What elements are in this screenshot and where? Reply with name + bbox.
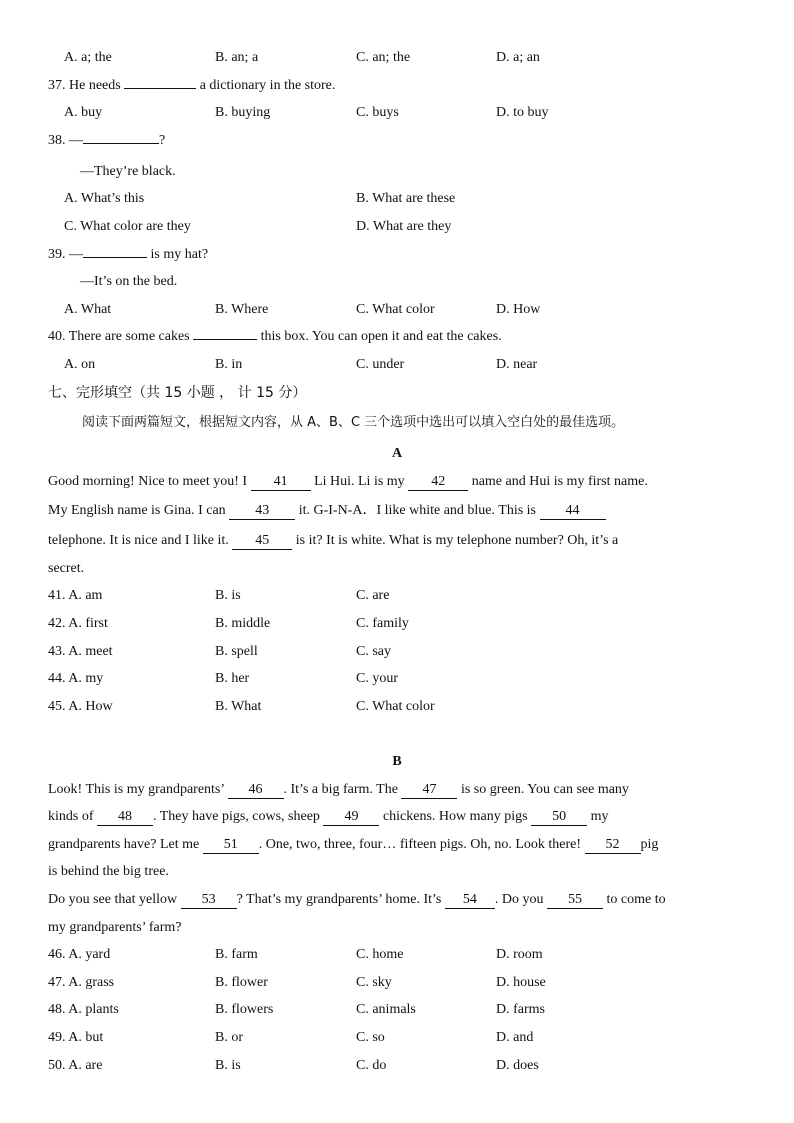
passage-b-line-5 [48,890,748,910]
q49-option-d: D. and [496,1030,534,1045]
q39-stem [48,245,208,265]
passage-a-text: is it? It is white. What is my telephone number? Oh, it’s a [295,533,619,548]
q47-option-b: B. flower [215,975,268,990]
q39-option-c: C. What color [356,302,435,317]
q39-reply: —It’s on the bed. [80,274,178,289]
q46-option-d: D. room [496,947,543,962]
q37-stem-suffix: a dictionary in the store. [199,78,336,93]
q45-option-b: B. What [215,699,262,714]
passage-b-text: my [590,809,609,824]
q50-option-a: 50. A. are [48,1058,103,1073]
q37-option-a: A. buy [64,105,103,120]
q40-option-c: C. under [356,357,405,372]
passage-a-line-2 [48,501,748,521]
blank-52: 52 [585,837,641,854]
passage-b-line-6: my grandparents’ farm? [48,920,182,935]
q37-blank [124,88,196,89]
passage-b-text: chickens. How many pigs [382,809,528,824]
q41-option-b: B. is [215,588,241,603]
q45-option-a: 45. A. How [48,699,113,714]
q49-option-c: C. so [356,1030,385,1045]
blank-47: 47 [401,782,457,799]
q38-option-c: C. What color are they [64,219,191,234]
q47-option-d: D. house [496,975,546,990]
passage-a-line-4: secret. [48,561,85,576]
q39-blank [83,257,147,258]
section-instruction: 阅读下面两篇短文，根据短文内容，从 A、B、C 三个选项中选出可以填入空白处的最佳选项。 [82,415,625,430]
passage-b-line-3 [48,835,748,855]
passage-a-title: A [391,446,403,461]
passage-a-text: My English name is Gina. I can [48,503,226,518]
q44-option-a: 44. A. my [48,671,104,686]
passage-a-text: telephone. It is nice and I like it. [48,533,229,548]
q40-stem-prefix: 40. There are some cakes [48,329,190,344]
q43-option-b: B. spell [215,644,258,659]
blank-50: 50 [531,809,587,826]
q43-option-c: C. say [356,644,391,659]
q38-stem [48,131,165,151]
q42-option-a: 42. A. first [48,616,108,631]
passage-b-text: kinds of [48,809,94,824]
q50-option-c: C. do [356,1058,387,1073]
q46-option-a: 46. A. yard [48,947,111,962]
q37-stem-prefix: 37. He needs [48,78,121,93]
q37-option-c: C. buys [356,105,399,120]
passage-b-text: ? That’s my grandparents’ home. It’s [236,892,442,907]
passage-a-line-3 [48,531,748,551]
blank-46: 46 [228,782,284,799]
passage-a-text: Li Hui. Li is my [314,474,405,489]
passage-b-text: is so green. You can see many [460,782,629,797]
q37-stem [48,76,335,96]
passage-b-line-4: is behind the big tree. [48,864,169,879]
q36-option-d: D. a; an [496,50,540,65]
blank-41: 41 [251,474,311,491]
passage-b-text: pig [640,837,659,852]
passage-b-line-2 [48,807,748,827]
blank-44: 44 [540,503,606,520]
passage-a-text: name and Hui is my first name. [471,474,648,489]
passage-a-line-1 [48,472,748,492]
q40-option-d: D. near [496,357,538,372]
q39-option-d: D. How [496,302,541,317]
q38-blank [83,143,159,144]
q48-option-a: 48. A. plants [48,1002,119,1017]
q37-option-d: D. to buy [496,105,549,120]
passage-b-text: . It’s a big farm. The [283,782,398,797]
passage-b-text: Do you see that yellow [48,892,178,907]
q45-option-c: C. What color [356,699,435,714]
q42-option-c: C. family [356,616,409,631]
blank-42: 42 [408,474,468,491]
q39-stem-prefix: 39. — [48,247,83,262]
q38-option-d: D. What are they [356,219,452,234]
passage-b-text: Look! This is my grandparents’ [48,782,225,797]
blank-51: 51 [203,837,259,854]
q48-option-c: C. animals [356,1002,416,1017]
q49-option-a: 49. A. but [48,1030,104,1045]
q36-option-c: C. an; the [356,50,411,65]
passage-b-text: . They have pigs, cows, sheep [153,809,320,824]
q40-stem [48,327,502,347]
q38-option-b: B. What are these [356,191,456,206]
blank-55: 55 [547,892,603,909]
q44-option-c: C. your [356,671,398,686]
q44-option-b: B. her [215,671,250,686]
q38-stem-prefix: 38. — [48,133,83,148]
q38-option-a: A. What’s this [64,191,145,206]
q40-stem-suffix: this box. You can open it and eat the cakes. [260,329,502,344]
q37-option-b: B. buying [215,105,271,120]
blank-53: 53 [181,892,237,909]
q39-option-a: A. What [64,302,112,317]
q50-option-d: D. does [496,1058,539,1073]
q36-option-b: B. an; a [215,50,259,65]
section-heading: 七、完形填空（共 15 小题 ， 计 15 分） [48,385,307,401]
q39-stem-suffix: is my hat? [150,247,209,262]
q48-option-b: B. flowers [215,1002,274,1017]
q47-option-c: C. sky [356,975,392,990]
passage-b-title: B [392,754,402,769]
q41-option-a: 41. A. am [48,588,103,603]
q40-option-a: A. on [64,357,96,372]
q38-reply: —They’re black. [80,164,176,179]
blank-45: 45 [232,533,292,550]
passage-a-text: it. G-I-N-A．I like white and blue. This is [298,503,536,518]
q46-option-b: B. farm [215,947,258,962]
q48-option-d: D. farms [496,1002,545,1017]
passage-b-text: . Do you [494,892,544,907]
q42-option-b: B. middle [215,616,271,631]
q49-option-b: B. or [215,1030,243,1045]
passage-b-line-1 [48,780,748,800]
q46-option-c: C. home [356,947,404,962]
q38-stem-suffix: ? [159,133,166,148]
q40-option-b: B. in [215,357,243,372]
q40-blank [193,339,257,340]
q43-option-a: 43. A. meet [48,644,113,659]
passage-a-text: Good morning! Nice to meet you! I [48,474,248,489]
passage-b-text: to come to [606,892,666,907]
q47-option-a: 47. A. grass [48,975,115,990]
blank-48: 48 [97,809,153,826]
blank-43: 43 [229,503,295,520]
passage-b-text: . One, two, three, four… fifteen pigs. Oh, no. Look there! [258,837,582,852]
q50-option-b: B. is [215,1058,241,1073]
blank-49: 49 [323,809,379,826]
blank-54: 54 [445,892,495,909]
q39-option-b: B. Where [215,302,269,317]
q36-option-a: A. a; the [64,50,112,65]
q41-option-c: C. are [356,588,390,603]
passage-b-text: grandparents have? Let me [48,837,200,852]
